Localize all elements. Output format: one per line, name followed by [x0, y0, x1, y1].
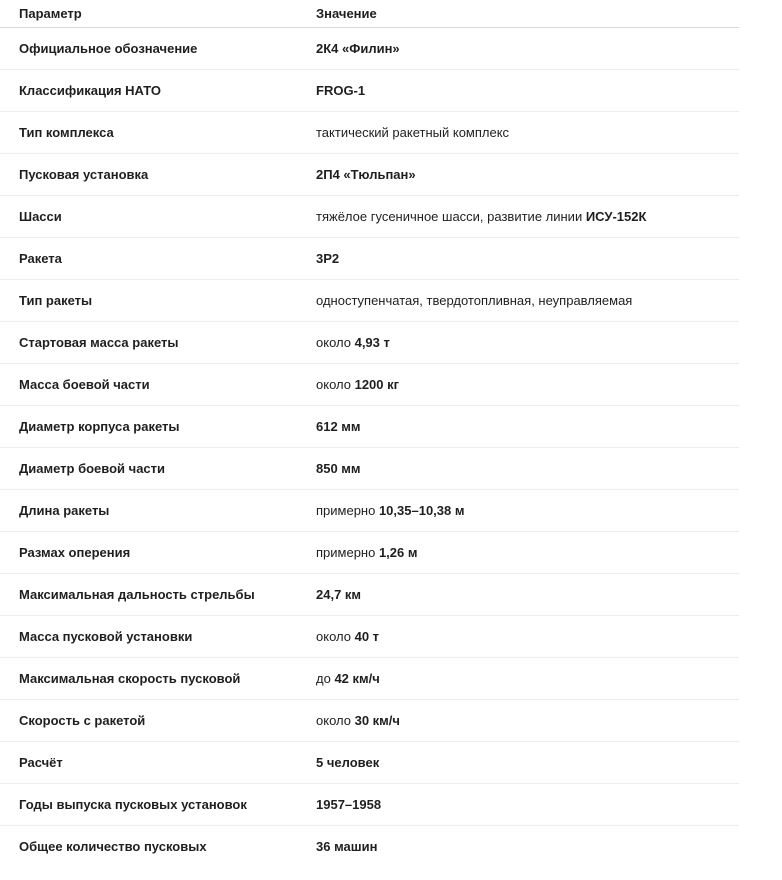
value-cell	[316, 364, 739, 406]
parameter-cell: Масса боевой части	[0, 364, 316, 406]
value-text: до	[316, 671, 335, 686]
value-cell	[316, 280, 739, 322]
parameter-cell: Диаметр корпуса ракеты	[0, 406, 316, 448]
value-text: тяжёлое гусеничное шасси, развитие линии	[316, 209, 586, 224]
value-emphasis: 10,35–10,38 м	[378, 503, 465, 518]
parameter-cell: Годы выпуска пусковых установок	[0, 784, 316, 826]
value-emphasis: 5 человек	[316, 755, 380, 770]
value-text: примерно	[316, 503, 379, 518]
value-cell	[316, 532, 739, 574]
value-cell	[316, 784, 739, 826]
parameter-cell: Тип комплекса	[0, 112, 316, 154]
parameter-cell: Длина ракеты	[0, 490, 316, 532]
table-row	[0, 196, 739, 238]
parameter-cell: Максимальная дальность стрельбы	[0, 574, 316, 616]
table-row	[0, 826, 739, 868]
value-text: около	[316, 629, 355, 644]
table-row	[0, 532, 739, 574]
value-cell	[316, 742, 739, 784]
table-row	[0, 784, 739, 826]
value-cell	[316, 154, 739, 196]
table-row	[0, 658, 739, 700]
table-row	[0, 364, 739, 406]
parameter-cell: Стартовая масса ракеты	[0, 322, 316, 364]
parameter-cell: Ракета	[0, 238, 316, 280]
value-emphasis: 3Р2	[316, 251, 340, 266]
parameter-cell: Расчёт	[0, 742, 316, 784]
parameter-cell: Масса пусковой установки	[0, 616, 316, 658]
table-header	[0, 0, 739, 28]
value-cell	[316, 322, 739, 364]
column-header-parameter: Параметр	[0, 0, 316, 28]
parameter-cell: Размах оперения	[0, 532, 316, 574]
table-row	[0, 490, 739, 532]
table-row	[0, 28, 739, 70]
value-emphasis: 42 км/ч	[334, 671, 380, 686]
parameter-cell: Диаметр боевой части	[0, 448, 316, 490]
parameter-cell: Максимальная скорость пусковой	[0, 658, 316, 700]
value-cell	[316, 196, 739, 238]
value-text: тактический ракетный комплекс	[316, 125, 510, 140]
table-row	[0, 238, 739, 280]
value-emphasis: 40 т	[354, 629, 380, 644]
value-cell	[316, 826, 739, 868]
table-row	[0, 406, 739, 448]
value-text: около	[316, 377, 355, 392]
value-cell	[316, 238, 739, 280]
value-emphasis: 1,26 м	[378, 545, 418, 560]
value-cell	[316, 658, 739, 700]
value-emphasis: 4,93 т	[354, 335, 390, 350]
table-row	[0, 742, 739, 784]
value-cell	[316, 574, 739, 616]
parameter-cell: Общее количество пусковых	[19, 839, 207, 854]
value-cell	[316, 700, 739, 742]
table-row	[0, 322, 739, 364]
table-row	[0, 154, 739, 196]
parameter-cell: Скорость с ракетой	[0, 700, 316, 742]
value-emphasis: 1957–1958	[316, 797, 382, 812]
table-row	[0, 280, 739, 322]
value-cell	[316, 70, 739, 112]
table-row	[0, 448, 739, 490]
parameter-cell: Официальное обозначение	[0, 28, 316, 70]
header-row	[0, 0, 739, 28]
table-row	[0, 574, 739, 616]
value-emphasis: 2К4 «Филин»	[316, 41, 400, 56]
value-cell	[316, 616, 739, 658]
value-emphasis: FROG-1	[316, 83, 366, 98]
parameter-cell: Классификация НАТО	[0, 70, 316, 112]
parameter-cell: Пусковая установка	[0, 154, 316, 196]
value-emphasis: 850 мм	[316, 461, 361, 476]
value-emphasis: 30 км/ч	[354, 713, 400, 728]
value-emphasis: 612 мм	[316, 419, 361, 434]
value-text: одноступенчатая, твердотопливная, неуправляемая	[316, 293, 633, 308]
table-row	[0, 700, 739, 742]
value-emphasis: 2П4 «Тюльпан»	[316, 167, 416, 182]
value-cell	[316, 406, 739, 448]
value-text: около	[316, 335, 355, 350]
value-cell	[316, 112, 739, 154]
column-header-value: Значение	[316, 0, 739, 28]
value-cell	[316, 448, 739, 490]
table-body	[0, 28, 739, 868]
parameter-cell: Тип ракеты	[0, 280, 316, 322]
table-row	[0, 112, 739, 154]
value-emphasis: ИСУ-152К	[585, 209, 647, 224]
parameter-cell: Шасси	[0, 196, 316, 238]
value-emphasis: 24,7 км	[316, 587, 362, 602]
value-text: примерно	[316, 545, 379, 560]
value-cell	[316, 490, 739, 532]
table-row	[0, 70, 739, 112]
value-emphasis: 1200 кг	[354, 377, 400, 392]
value-text: около	[316, 713, 355, 728]
value-cell	[316, 28, 739, 70]
value-emphasis: 36 машин	[316, 839, 378, 854]
table-row	[0, 616, 739, 658]
